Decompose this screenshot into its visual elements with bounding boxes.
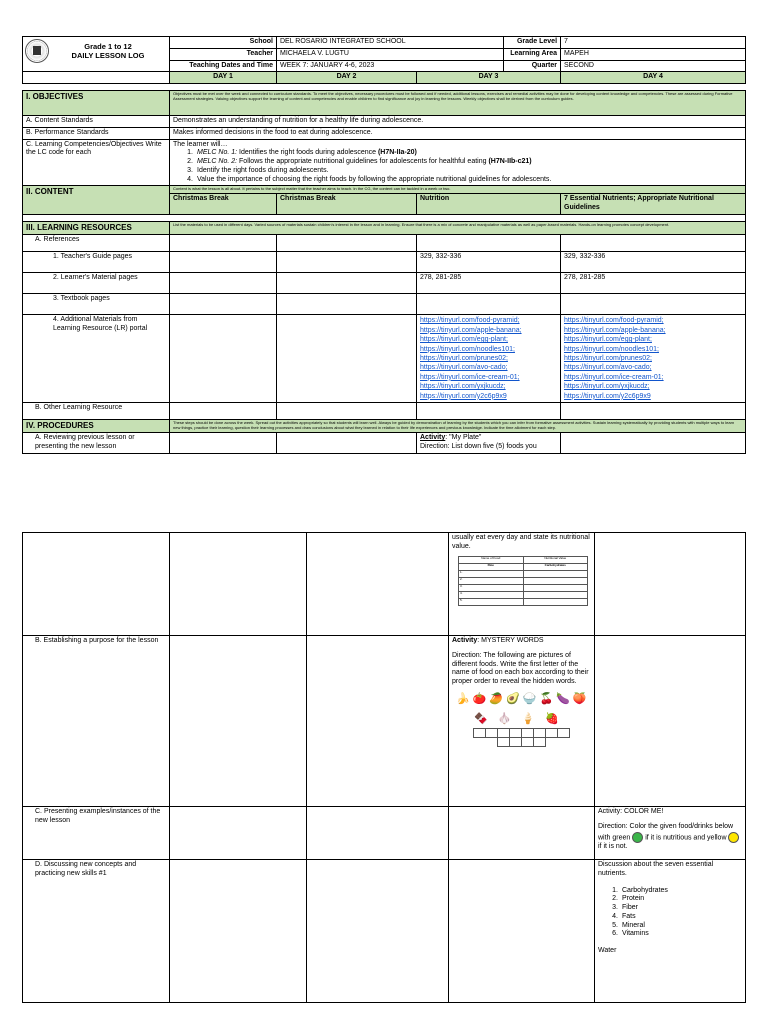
resource-link[interactable]: https://tinyurl.com/apple-banana;: [420, 326, 522, 334]
teachers-guide-day-3: 329, 332-336: [417, 252, 561, 273]
doc-title: DAILY LESSON LOG: [71, 51, 145, 60]
food-picture: 🍌: [456, 692, 470, 705]
teachers-guide-day-4: 329, 332-336: [561, 252, 746, 273]
lesson-log-page-2: [22, 532, 745, 1003]
presenting-examples-label: C. Presenting examples/instances of the new lesson: [23, 807, 170, 860]
day-1-header: DAY 1: [170, 72, 277, 84]
resource-link[interactable]: https://tinyurl.com/ice-cream-01;: [420, 373, 520, 381]
food-pictures-row-2: [474, 713, 591, 727]
food-picture: 🍓: [545, 712, 559, 725]
resource-link[interactable]: https://tinyurl.com/egg-plant;: [420, 336, 508, 344]
quarter-label: Quarter: [504, 60, 561, 72]
links-day-3: [417, 315, 561, 403]
nutrient-item: 2. Protein: [612, 895, 645, 903]
color-me-activity: Activity: COLOR ME! Direction: Color the given food/drinks below with green if it is nutritious and yellow if it is not.: [595, 807, 746, 860]
grade-level-label: Grade Level: [504, 37, 561, 49]
day-4-header: DAY 4: [561, 72, 746, 84]
school-label: School: [170, 37, 277, 49]
resource-link[interactable]: https://tinyurl.com/food-pyramid;: [564, 317, 664, 325]
links-day-4: [561, 315, 746, 403]
content-standards-text: Demonstrates an understanding of nutrition for a healthy life during adolescence.: [170, 116, 746, 128]
learning-competencies-text: The learner will… 1. MELC No. 1: Identifies the right foods during adolescence (H7N-IIa-20) 2. MELC No. 2: Follows the appropriate nutritional guidelines for adolescents for healthful eating (H7N-IIb-c21) 3. Identify the right foods during adolescents. 4. Value the importance of choosing the right foods by following the appropriate nutritional guidelines for adolescents.: [170, 139, 746, 186]
my-plate-table: Name of Food Nutritional Value Rice Carbohydrates 1. 2. 3. 4. 5.: [458, 556, 588, 606]
header-left: [23, 37, 170, 72]
mystery-words-activity: Activity: MYSTERY WORDS Direction: The following are pictures of different foods. Write the first letter of the name of food on each box according to their proper order to reveal the hidden words. 🍌 🍅 🥭 🥑 🍚 🍒 🍆 🍑 🍫 🧄 🍦 🍓: [449, 636, 595, 807]
content-day-2: Christmas Break: [277, 194, 417, 215]
answer-boxes-row-2: [452, 737, 591, 747]
resource-link[interactable]: https://tinyurl.com/ice-cream-01;: [564, 373, 664, 381]
food-picture: 🍦: [521, 712, 536, 725]
food-picture: 🍆: [556, 692, 570, 705]
lesson-log-page-1: [22, 36, 745, 454]
food-picture: 🍚: [522, 692, 537, 705]
content-title: II. CONTENT: [23, 186, 170, 215]
resource-link[interactable]: https://tinyurl.com/food-pyramid;: [420, 317, 520, 325]
resource-link[interactable]: https://tinyurl.com/noodles101;: [564, 345, 659, 353]
resources-note: List the materials to be used in different days. Varied sources of materials sustain children's interest in the lesson and in learning. Ensure that there is a mix of concrete and manipulative materials as well as paper-based materials. Hands-on learning promotes concept development.: [170, 222, 746, 235]
teachers-guide-label: 1. Teacher's Guide pages: [23, 252, 170, 273]
lesson-log-table-continued: [22, 532, 746, 1003]
food-picture: 🧄: [497, 712, 512, 725]
content-standards-label: A. Content Standards: [23, 116, 170, 128]
establishing-purpose-label: B. Establishing a purpose for the lesson: [23, 636, 170, 807]
food-picture: 🍑: [572, 692, 587, 705]
teacher-label: Teacher: [170, 48, 277, 60]
day-2-header: DAY 2: [277, 72, 417, 84]
resource-link[interactable]: https://tinyurl.com/noodles101;: [420, 345, 515, 353]
teacher-value: MICHAELA V. LUGTU: [277, 48, 504, 60]
resource-link[interactable]: https://tinyurl.com/egg-plant;: [564, 336, 652, 344]
performance-standards-text: Makes informed decisions in the food to eat during adolescence.: [170, 127, 746, 139]
nutrient-item: 3. Fiber: [612, 904, 638, 911]
food-pictures-row-1: [456, 693, 591, 707]
learning-competencies-label: C. Learning Competencies/Objectives Write the LC code for each: [23, 139, 170, 186]
procedures-note: These steps should be done across the week. Spread out the activities appropriately so that students will learn well. Always be guided by demonstration of learning by the students which you can infer from formative assessment activities. Sustain learning systematically by providing students with multiple ways to learn new things, practice their learning, question their learning processes and draw conclusions about what they learned in relation to their life experiences and previous knowledge. Indicate the time allotment for each step.: [170, 420, 746, 433]
nutrients-list: [598, 887, 742, 940]
food-picture: 🍫: [474, 712, 488, 725]
resource-link[interactable]: https://tinyurl.com/y2c6p9x9: [564, 392, 651, 400]
school-value: DEL ROSARIO INTEGRATED SCHOOL: [277, 37, 504, 49]
quarter-value: SECOND: [561, 60, 746, 72]
objectives-title: I. OBJECTIVES: [23, 91, 170, 116]
dates-label: Teaching Dates and Time: [170, 60, 277, 72]
resource-link[interactable]: https://tinyurl.com/avo-cado;: [564, 364, 652, 372]
food-picture: 🍅: [472, 692, 487, 705]
resources-title: III. LEARNING RESOURCES: [23, 222, 170, 235]
content-day-3: Nutrition: [417, 194, 561, 215]
nutrient-item: 1. Carbohydrates: [612, 886, 668, 894]
green-dot-icon: [632, 832, 643, 843]
content-day-4: 7 Essential Nutrients; Appropriate Nutritional Guidelines: [561, 194, 746, 215]
objectives-note: Objectives must be met over the week and connected to curriculum standards. To meet the objectives, necessary procedures must be followed and if needed, additional lessons, exercises and remedial activities may be done for developing content knowledge and competencies. These are assessed during Formative Assessment strategies. Valuing objectives support the learning of content and competencies and enable children to find significance and joy in learning the lessons. Weekly objectives shall be derived from the curriculum guides.: [170, 91, 746, 116]
grade-range: Grade 1 to 12: [84, 41, 132, 51]
food-picture: 🥑: [506, 692, 520, 705]
learners-material-label: 2. Learner's Material pages: [23, 273, 170, 294]
discussing-concepts-label: D. Discussing new concepts and practicing new skills #1: [23, 860, 170, 1003]
yellow-dot-icon: [728, 832, 739, 843]
additional-materials-label: 4. Additional Materials from Learning Resource (LR) portal: [23, 315, 170, 403]
resource-link[interactable]: https://tinyurl.com/yxjkucdz;: [420, 383, 506, 391]
nutrient-item: 4. Fats: [612, 912, 636, 920]
resource-link[interactable]: https://tinyurl.com/prunes02;: [420, 355, 508, 362]
learning-area-value: MAPEH: [561, 48, 746, 60]
performance-standards-label: B. Performance Standards: [23, 127, 170, 139]
references-label: A. References: [23, 235, 170, 252]
content-day-1: Christmas Break: [170, 194, 277, 215]
dates-value: WEEK 7: JANUARY 4-6, 2023: [277, 60, 504, 72]
grade-level-value: 7: [561, 37, 746, 49]
resource-link[interactable]: https://tinyurl.com/prunes02;: [564, 355, 652, 362]
my-plate-continued: usually eat every day and state its nutritional value. Name of Food Nutritional Value Rice Carbohydrates 1. 2. 3. 4. 5.: [449, 533, 595, 636]
food-picture: 🥭: [489, 692, 504, 705]
learners-material-day-4: 278, 281-285: [561, 273, 746, 294]
nutrient-item: 5. Mineral: [612, 921, 645, 929]
other-resource-label: B. Other Learning Resource: [23, 403, 170, 420]
day-3-header: DAY 3: [417, 72, 561, 84]
reviewing-lesson-label: A. Reviewing previous lesson or presenting the new lesson: [23, 433, 170, 454]
resource-link[interactable]: https://tinyurl.com/avo-cado;: [420, 364, 508, 372]
learning-area-label: Learning Area: [504, 48, 561, 60]
nutrient-item: 6. Vitamins: [612, 930, 649, 938]
food-picture: 🍒: [539, 692, 554, 705]
textbook-pages-label: 3. Textbook pages: [23, 294, 170, 315]
procedures-title: IV. PROCEDURES: [23, 420, 170, 433]
lesson-log-table: [22, 36, 746, 454]
essential-nutrients-discussion: Discussion about the seven essential nutrients. 1. Carbohydrates 2. Protein 3. Fiber 4. Fats 5. Mineral 6. Vitamins Water: [595, 860, 746, 1003]
deped-seal-icon: [25, 39, 49, 63]
content-note: Content is what the lesson is all about. It pertains to the subject matter that the teacher aims to teach. In the CG, the content can be tackled in a week or two.: [170, 186, 746, 194]
reviewing-lesson-day-3: Activity: "My Plate" Direction: List down five (5) foods you: [417, 433, 561, 454]
resource-link[interactable]: https://tinyurl.com/y2c6p9x9: [420, 392, 507, 400]
learners-material-day-3: 278, 281-285: [417, 273, 561, 294]
resource-link[interactable]: https://tinyurl.com/yxjkucdz;: [564, 383, 650, 391]
resource-link[interactable]: https://tinyurl.com/apple-banana;: [564, 326, 666, 334]
